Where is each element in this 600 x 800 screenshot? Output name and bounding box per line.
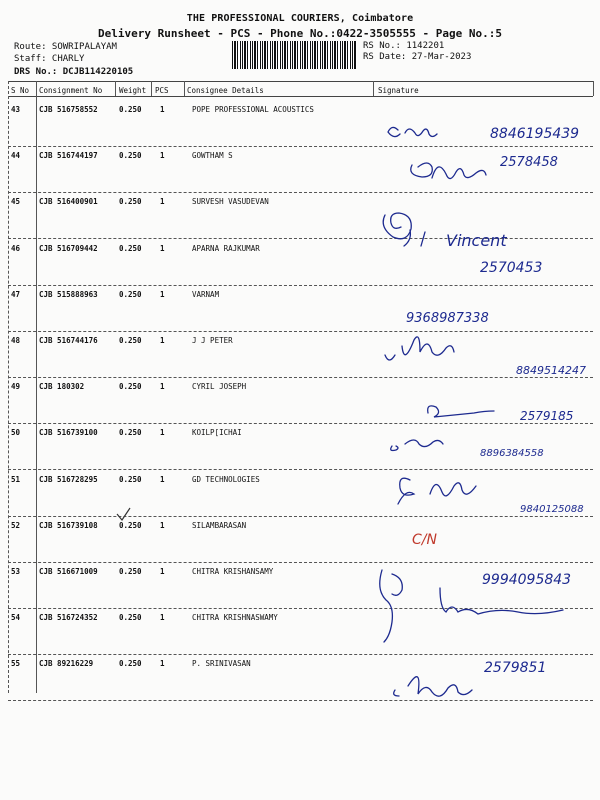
row-separator (8, 192, 593, 193)
row-separator (8, 700, 593, 701)
row-separator (8, 562, 593, 563)
row-weight: 0.250 (119, 521, 142, 530)
row-sno: 52 (11, 521, 21, 530)
row-pcs: 1 (160, 336, 165, 345)
row-pcs: 1 (160, 475, 165, 484)
row-consignment-no: CJB 180302 (39, 382, 85, 391)
handwritten-r49-code: 2579185 (520, 409, 574, 423)
row-weight: 0.250 (119, 613, 142, 622)
signature-row-45 (383, 213, 411, 239)
runsheet-subtitle: Delivery Runsheet - PCS - Phone No.:0422-3505555 - Page No.:5 (98, 27, 502, 40)
row-pcs: 1 (160, 197, 165, 206)
row-sno: 46 (11, 244, 21, 253)
row-separator (8, 285, 593, 286)
col-divider-signature (373, 81, 374, 96)
barcode (232, 41, 357, 69)
row-weight: 0.250 (119, 105, 142, 114)
handwritten-r44-code: 2578458 (500, 155, 558, 170)
row-separator (8, 377, 593, 378)
row-weight: 0.250 (119, 336, 142, 345)
row-pcs: 1 (160, 613, 165, 622)
row-pcs: 1 (160, 151, 165, 160)
row-consignee: CHITRA KRISHNASWAMY (192, 613, 278, 622)
row-consignee: GD TECHNOLOGIES (192, 475, 260, 484)
row-consignee: P. SRINIVASAN (192, 659, 251, 668)
row-pcs: 1 (160, 428, 165, 437)
row-consignment-no: CJB 516728295 (39, 475, 98, 484)
drs-number: DRS No.: DCJB114220105 (14, 67, 134, 77)
row-consignee: KOILP[ICHAI (192, 428, 242, 437)
row-consignee: J J PETER (192, 336, 233, 345)
col-divider-pcs (151, 81, 152, 96)
table-right-border (593, 81, 594, 96)
rs-number: RS No.: 1142201 (363, 41, 445, 51)
handwritten-r43-phone: 8846195439 (490, 126, 580, 142)
row-consignee: SURVESH VASUDEVAN (192, 197, 269, 206)
row-weight: 0.250 (119, 382, 142, 391)
table-header-rule (8, 96, 593, 97)
signature-row-53 (380, 570, 403, 642)
handwritten-r52-note: C/N (412, 532, 437, 548)
row-pcs: 1 (160, 244, 165, 253)
signature-row-44 (411, 163, 486, 179)
handwritten-r47-phone: 9368987338 (406, 311, 489, 326)
handwritten-r50-phone: 8896384558 (480, 448, 544, 459)
col-divider-weight (115, 81, 116, 96)
row-consignee: CYRIL JOSEPH (192, 382, 247, 391)
row-separator (8, 469, 593, 470)
col-header-consignment: Consignment No (39, 86, 103, 95)
col-divider-consignment (36, 81, 37, 693)
company-title: THE PROFESSIONAL COURIERS, Coimbatore (186, 13, 414, 24)
row-sno: 49 (11, 382, 21, 391)
row-weight: 0.250 (119, 151, 142, 160)
signature-row-48 (385, 337, 454, 360)
row-weight: 0.250 (119, 567, 142, 576)
row-pcs: 1 (160, 290, 165, 299)
row-sno: 55 (11, 659, 21, 668)
row-separator (8, 516, 593, 517)
row-consignee: SILAMBARASAN (192, 521, 247, 530)
handwritten-r48-phone: 8849514247 (516, 364, 586, 377)
row-sno: 54 (11, 613, 21, 622)
row-separator (8, 423, 593, 424)
row-consignment-no: CJB 89216229 (39, 659, 94, 668)
route-label: Route: SOWRIPALAYAM (14, 42, 117, 52)
row-weight: 0.250 (119, 290, 142, 299)
table-top-rule (8, 81, 593, 82)
row-consignment-no: CJB 516671009 (39, 567, 98, 576)
signature-row-49 (428, 406, 494, 417)
handwritten-r53-phone: 9994095843 (482, 572, 572, 588)
row-sno: 43 (11, 105, 21, 114)
row-consignee: GOWTHAM S (192, 151, 233, 160)
col-divider-consignee (184, 81, 185, 96)
row-consignment-no: CJB 516400901 (39, 197, 98, 206)
row-sno: 53 (11, 567, 21, 576)
row-weight: 0.250 (119, 428, 142, 437)
row-consignee: CHITRA KRISHANSAMY (192, 567, 274, 576)
row-pcs: 1 (160, 567, 165, 576)
col-header-signature: Signature (378, 86, 419, 95)
handwritten-r46-code: 2570453 (480, 260, 543, 276)
handwritten-r46-name: Vincent (446, 231, 507, 250)
row-weight: 0.250 (119, 659, 142, 668)
row-consignee: APARNA RAJKUMAR (192, 244, 260, 253)
signature-row-50 (391, 440, 443, 451)
row-consignment-no: CJB 516739108 (39, 521, 98, 530)
row-consignment-no: CJB 516744176 (39, 336, 98, 345)
row-sno: 51 (11, 475, 21, 484)
row-pcs: 1 (160, 521, 165, 530)
row-pcs: 1 (160, 659, 165, 668)
row-consignment-no: CJB 516758552 (39, 105, 98, 114)
row-sno: 48 (11, 336, 21, 345)
row-weight: 0.250 (119, 197, 142, 206)
tick-mark (117, 508, 130, 520)
row-consignment-no: CJB 516739100 (39, 428, 98, 437)
row-separator (8, 146, 593, 147)
row-sno: 45 (11, 197, 21, 206)
row-weight: 0.250 (119, 244, 142, 253)
row-consignment-no: CJB 516724352 (39, 613, 98, 622)
handwritten-r55-code: 2579851 (484, 660, 547, 676)
row-consignment-no: CJB 516709442 (39, 244, 98, 253)
col-header-pcs: PCS (155, 86, 169, 95)
row-consignee: VARNAM (192, 290, 220, 299)
row-separator (8, 331, 593, 332)
signature-row-43 (388, 127, 437, 136)
row-sno: 47 (11, 290, 21, 299)
staff-label: Staff: CHARLY (14, 54, 85, 64)
rs-date: RS Date: 27-Mar-2023 (363, 52, 472, 62)
col-header-weight: Weight (119, 86, 147, 95)
row-sno: 44 (11, 151, 21, 160)
handwritten-r51-phone: 9840125088 (520, 504, 584, 515)
row-sno: 50 (11, 428, 21, 437)
col-header-consignee: Consignee Details (187, 86, 264, 95)
row-separator (8, 654, 593, 655)
row-consignment-no: CJB 516744197 (39, 151, 98, 160)
signature-row-54 (440, 588, 563, 614)
row-consignment-no: CJB 515888963 (39, 290, 98, 299)
table-left-border (8, 81, 9, 693)
signature-row-51 (398, 478, 476, 504)
signature-row-55 (394, 677, 472, 696)
row-pcs: 1 (160, 105, 165, 114)
row-separator (8, 608, 593, 609)
row-weight: 0.250 (119, 475, 142, 484)
row-separator (8, 238, 593, 239)
col-header-sno: S No (11, 86, 30, 95)
row-consignee: POPE PROFESSIONAL ACOUSTICS (192, 105, 314, 114)
row-pcs: 1 (160, 382, 165, 391)
